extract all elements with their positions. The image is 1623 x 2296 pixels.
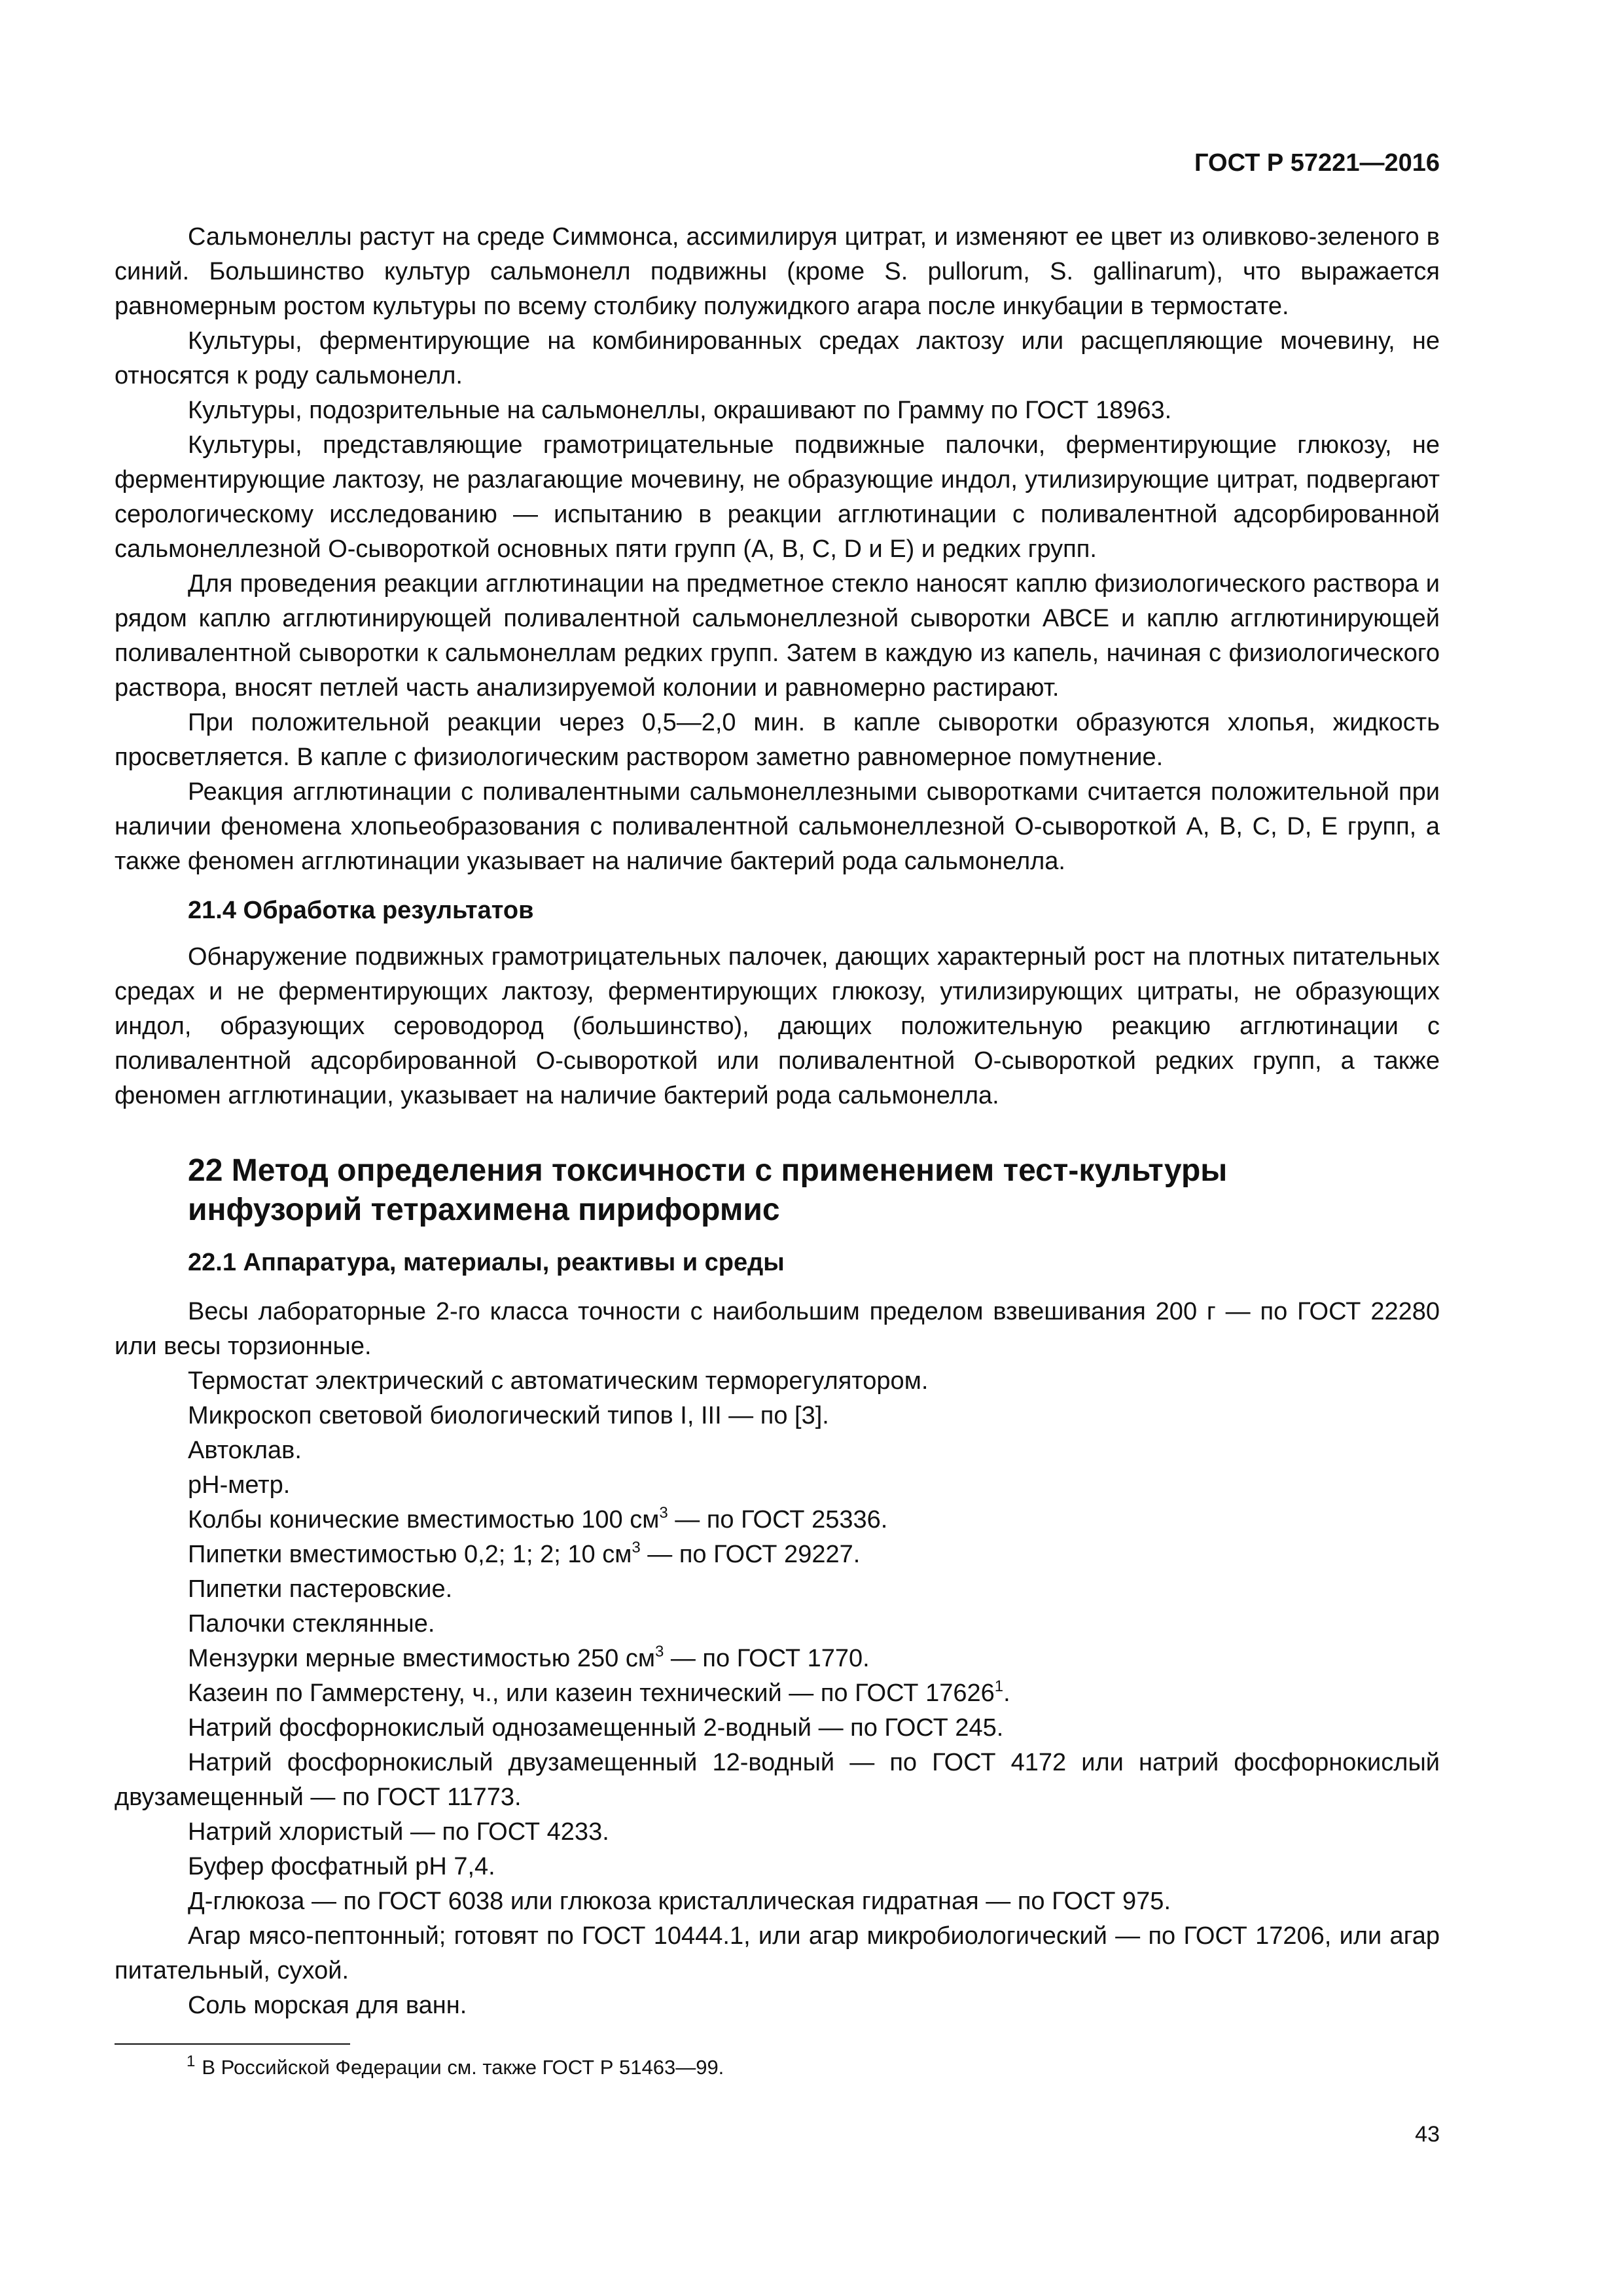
list-item: Автоклав. — [188, 1437, 302, 1464]
equipment-list — [115, 1295, 1440, 2023]
paragraph: Культуры, подозрительные на сальмонеллы, окрашивают по Грамму по ГОСТ 18963. — [188, 397, 1172, 424]
list-item: Соль морская для ванн. — [188, 1992, 467, 2019]
paragraph: Культуры, представляющие грамотрицательные подвижные палочки, ферментирующие глюкозу, не ферментирующие лактозу, не разлагающие мочевину, не образующие индол, утилизирующие цитрат, подвергают серологическому исследованию — испытанию в реакции агглютинации с поливалентной адсорбированной сальмонеллезной О-сывороткой основных пяти групп (А, В, С, D и Е) и редких групп. — [115, 431, 1440, 563]
superscript: 1 — [994, 1677, 1004, 1695]
list-item: Палочки стеклянные. — [188, 1610, 435, 1638]
list-item-text: — по ГОСТ 29227. — [640, 1541, 861, 1568]
document-header: ГОСТ Р 57221—2016 — [1194, 149, 1440, 177]
list-item: Пипетки пастеровские. — [188, 1575, 453, 1603]
subsection-title-22-1: 22.1 Аппаратура, материалы, реактивы и среды — [188, 1249, 785, 1276]
list-item-text: — по ГОСТ 25336. — [668, 1506, 888, 1534]
footnote-rule — [115, 2043, 350, 2045]
list-item: Агар мясо-пептонный; готовят по ГОСТ 10444.1, или агар микробиологический — по ГОСТ 17206, или агар питательный, сухой. — [115, 1922, 1440, 1984]
list-item: Весы лабораторные 2-го класса точности с наибольшим пределом взвешивания 200 г — по ГОСТ 22280 или весы торзионные. — [115, 1298, 1440, 1360]
list-item — [115, 1676, 1440, 1711]
footnote-mark: 1 — [187, 2053, 196, 2070]
paragraph: При положительной реакции через 0,5—2,0 мин. в капле сыворотки образуются хлопья, жидкость просветляется. В капле с физиологическим раствором заметно равномерное помутнение. — [115, 709, 1440, 771]
paragraph: Сальмонеллы растут на среде Симмонса, ассимилируя цитрат, и изменяют ее цвет из оливково-зеленого в синий. Большинство культур сальмонелл подвижны (кроме S. pullorum, S. gallinarum), что выражается равномерным ростом культуры по всему столбику полужидкого агара после инкубации в термостате. — [115, 223, 1440, 320]
list-item: Натрий хлористый — по ГОСТ 4233. — [188, 1818, 609, 1846]
list-item: Термостат электрический с автоматическим терморегулятором. — [188, 1367, 929, 1395]
paragraph: Культуры, ферментирующие на комбинированных средах лактозу или расщепляющие мочевину, не относятся к роду сальмонелл. — [115, 327, 1440, 389]
superscript: 3 — [654, 1643, 664, 1660]
list-item-text: Колбы конические вместимостью 100 см — [188, 1506, 660, 1534]
subsection-title-21-4: 21.4 Обработка результатов — [188, 897, 534, 924]
section-title-22 — [115, 1151, 1440, 1230]
paragraph: Обнаружение подвижных грамотрицательных палочек, дающих характерный рост на плотных питательных средах и не ферментирующих лактозу, ферментирующих глюкозу, утилизирующих цитраты, не образующих индол, образующих сероводород (большинство), дающих положительную реакцию агглютинации с поливалентной адсорбированной О-сывороткой или поливалентной О-сывороткой редких групп, а также феномен агглютинации, указывает на наличие бактерий рода сальмонелла. — [115, 943, 1440, 1109]
list-item-text: . — [1003, 1679, 1010, 1707]
list-item: Натрий фосфорнокислый двузамещенный 12-водный — по ГОСТ 4172 или натрий фосфорнокислый двузамещенный — по ГОСТ 11773. — [115, 1749, 1440, 1811]
superscript: 3 — [659, 1504, 668, 1522]
section-title-line-2: инфузорий тетрахимена пириформис — [188, 1193, 780, 1227]
list-item — [115, 1537, 1440, 1572]
superscript: 3 — [632, 1539, 641, 1556]
list-item: Буфер фосфатный рН 7,4. — [188, 1853, 495, 1880]
list-item-text: Мензурки мерные вместимостью 250 см — [188, 1645, 655, 1672]
paragraph: Реакция агглютинации с поливалентными сальмонеллезными сыворотками считается положительной при наличии феномена хлопьеобразования с поливалентной сальмонеллезной О-сывороткой А, В, С, D, Е групп, а также феномен агглютинации указывает на наличие бактерий рода сальмонелла. — [115, 778, 1440, 875]
list-item: рН-метр. — [188, 1471, 291, 1499]
page-number: 43 — [1415, 2122, 1440, 2147]
list-item: Д-глюкоза — по ГОСТ 6038 или глюкоза кристаллическая гидратная — по ГОСТ 975. — [188, 1888, 1171, 1915]
list-item — [115, 1503, 1440, 1537]
list-item — [115, 1641, 1440, 1676]
list-item-text: — по ГОСТ 1770. — [664, 1645, 870, 1672]
paragraph: Для проведения реакции агглютинации на предметное стекло наносят каплю физиологического раствора и рядом каплю агглютинирующей поливалентной сальмонеллезной сыворотки АВСЕ и каплю агглютинирующей поливалентной сыворотки к сальмонеллам редких групп. Затем в каждую из капель, начиная с физиологического раствора, вносят петлей часть анализируемой колонии и равномерно растирают. — [115, 570, 1440, 702]
footnote-text: В Российской Федерации см. также ГОСТ Р 51463—99. — [202, 2056, 724, 2079]
list-item: Микроскоп световой биологический типов I, III — по [3]. — [188, 1402, 829, 1429]
section-title-line-1: 22 Метод определения токсичности с применением тест-культуры — [188, 1153, 1228, 1188]
list-item-text: Пипетки вместимостью 0,2; 1; 2; 10 см — [188, 1541, 632, 1568]
list-item-text: Казеин по Гаммерстену, ч., или казеин технический — по ГОСТ 17626 — [188, 1679, 995, 1707]
list-item: Натрий фосфорнокислый однозамещенный 2-водный — по ГОСТ 245. — [188, 1714, 1004, 1742]
page-content — [115, 220, 1440, 2023]
footnote — [187, 2047, 724, 2082]
